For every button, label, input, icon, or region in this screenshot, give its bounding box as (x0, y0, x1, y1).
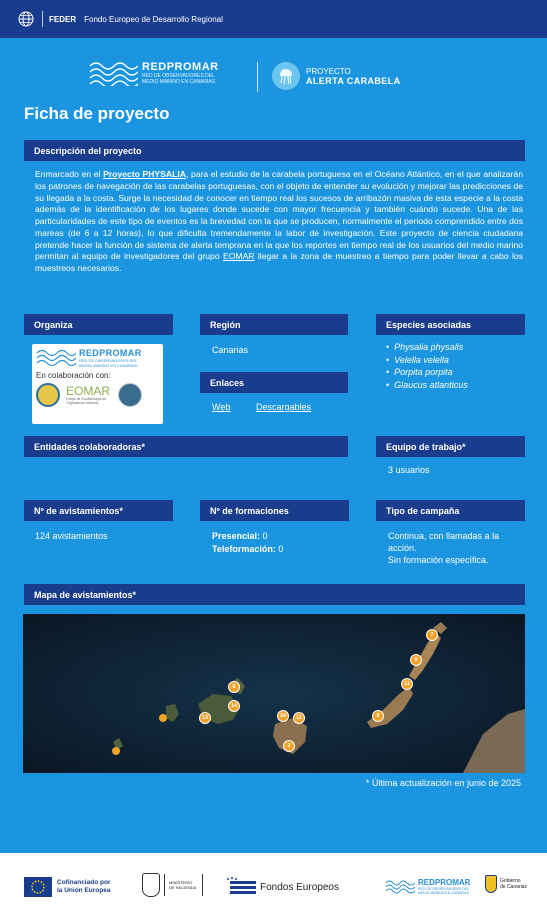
canarias-coat-of-arms-icon (485, 875, 497, 893)
canary-islands-map (23, 614, 525, 773)
feder-fund-name: Fondo Europeo de Desarrollo Regional (84, 14, 223, 24)
organiza-logo-sub-2: MEDIO MARINO EN CANARIAS (79, 362, 138, 368)
project-label: PROYECTO (306, 66, 351, 76)
gobierno-text-2: de Canarias (500, 884, 527, 890)
map-marker[interactable] (112, 747, 120, 755)
eomar-emblem-icon (118, 383, 142, 407)
campana-line-1: Continua, con llamadas a la (388, 531, 500, 541)
topbar-divider (42, 11, 43, 27)
campana-value (388, 530, 499, 566)
gobierno-text-1: Gobierno (500, 878, 521, 884)
header-divider (257, 62, 258, 92)
eomar-logo-sub-2: Organismos Marinos (66, 401, 99, 405)
footer-redpromar-name: REDPROMAR (418, 878, 471, 887)
eu-text-1: Cofinanciado por (57, 879, 111, 886)
map-marker[interactable]: 24 (277, 710, 289, 722)
globe-icon[interactable] (18, 11, 34, 27)
enlaces-header: Enlaces (200, 372, 348, 393)
entidades-header: Entidades colaboradoras* (24, 436, 348, 457)
description-part-2: , para el estudio de la carabela portuguesa en el Océano Atlántico, en el que analizarán los patrones de navegación de las carabelas portuguesas, con el objeto de entender su evolución y mejorar las predicciones de su llegada a la costa. Surge la necesidad de conocer en tiempo real los sucesos de arribazón masiva de esta especie a la costa además de la identificación de los lugares donde sucede con mayor frecuencia y también cuándo sucede. Una de las particularidades de este tipo de eventos es la brevedad con la que se producen, normalmente el periodo comprendido entre dos mareas (de 6 a 12 horas), lo que dificulta tremendamente la labor de investigación. Este proyecto de ciencia ciudadana pretende hacer la función de sistema de alerta temprana en la que los reportes en tiempo real de los usuarios del medio marino permitan al equipo de investigadores del grupo (35, 169, 523, 262)
campana-header: Tipo de campaña (376, 500, 525, 521)
eomar-logo-name: EOMAR (66, 384, 111, 398)
ministerio-divider (164, 874, 165, 896)
footer-redpromar-sub-1: RED DE OBSERVADORES DEL (418, 887, 470, 891)
organiza-logo-box[interactable] (32, 344, 163, 424)
waves-icon (385, 879, 415, 895)
ministerio-hacienda-logo (142, 873, 203, 897)
footer-redpromar-sub-2: MEDIO MARINO EN CANARIAS (418, 891, 470, 895)
map-marker[interactable]: 8 (372, 710, 384, 722)
ministerio-divider (202, 874, 203, 896)
alerta-carabela-logo[interactable] (272, 62, 401, 90)
map-marker[interactable]: 7 (426, 629, 438, 641)
ministerio-text-2: DE HACIENDA (169, 885, 197, 890)
map-marker[interactable]: 13 (199, 712, 211, 724)
page-title: Ficha de proyecto (24, 104, 170, 123)
footer-redpromar-logo (385, 879, 470, 895)
map-marker[interactable]: 11 (293, 712, 305, 724)
eomar-link[interactable]: EOMAR (223, 251, 255, 262)
sightings-map[interactable] (23, 614, 525, 773)
description-header: Descripción del proyecto (24, 140, 525, 161)
project-name: ALERTA CARABELA (306, 75, 401, 86)
eu-cofinanced-logo (24, 877, 110, 897)
avistamientos-header: Nº de avistamientos* (24, 500, 173, 521)
presencial-label: Presencial: (212, 531, 261, 541)
feder-label: FEDER (49, 14, 77, 24)
top-bar (0, 0, 547, 38)
organiza-header: Organiza (24, 314, 173, 335)
description-text (35, 169, 523, 275)
equipo-value: 3 usuarios (388, 465, 430, 475)
description-part-1: Enmarcado en el (35, 169, 104, 179)
organiza-logo-name: REDPROMAR (79, 347, 142, 358)
map-marker[interactable]: 11 (401, 678, 413, 690)
map-marker[interactable]: 6 (228, 681, 240, 693)
teleformacion-value: 0 (278, 544, 284, 554)
fondos-europeos-logo (226, 877, 339, 897)
map-marker[interactable]: 2 (283, 740, 295, 752)
description-part-3: llegar a la zona de muestreo a tiempo para poder llevar a cabo los muestreos necesarios. (35, 251, 523, 273)
especies-header: Especies asociadas (376, 314, 525, 335)
equipo-header: Equipo de trabajo* (376, 436, 525, 457)
fondos-europeos-icon (226, 877, 256, 897)
redpromar-subtitle-1: RED DE OBSERVADORES DEL (142, 72, 215, 79)
eu-text-2: la Unión Europea (57, 887, 111, 894)
physalia-link[interactable]: Proyecto PHYSALIA (103, 169, 186, 179)
presencial-line (212, 530, 268, 542)
organiza-logo-sub-1: RED DE OBSERVADORES DEL (79, 357, 138, 363)
spain-coat-of-arms-icon (142, 873, 160, 897)
descargables-link[interactable]: Descargables (256, 402, 312, 412)
collab-label: En colaboración con: (36, 371, 111, 380)
ministerio-text-1: MINISTERIO (169, 880, 193, 885)
region-value: Canarias (212, 345, 249, 355)
header-logos (0, 38, 547, 100)
last-updated-note: * Última actualización en junio de 2025 (365, 778, 521, 788)
fondos-europeos-text: Fondos Europeos (260, 881, 339, 893)
waves-icon (88, 60, 138, 86)
redpromar-logo[interactable] (88, 60, 219, 86)
footer-logos (0, 853, 547, 907)
map-marker[interactable]: 9 (410, 654, 422, 666)
avistamientos-value: 124 avistamientos (35, 531, 108, 541)
presencial-value: 0 (262, 531, 268, 541)
eomar-logo-sub-1: Grupo de Ecofisiología de (66, 397, 107, 401)
campana-line-3: Sin formación específica. (388, 555, 489, 565)
list-item: • Glaucus atlanticus (386, 379, 468, 392)
list-item: • Physalia physalis (386, 341, 468, 354)
redpromar-subtitle-2: MEDIO MARINO EN CANARIAS (142, 78, 216, 85)
web-link[interactable]: Web (212, 402, 231, 412)
teleformacion-line (212, 543, 283, 555)
list-item: • Velella velella (386, 354, 468, 367)
teleformacion-label: Teleformación: (212, 544, 276, 554)
jellyfish-icon (272, 62, 300, 90)
species-list (386, 341, 468, 391)
map-marker[interactable]: 14 (228, 700, 240, 712)
region-header: Región (200, 314, 348, 335)
eu-flag-icon (24, 877, 52, 897)
list-item: • Porpita porpita (386, 366, 468, 379)
mapa-header: Mapa de avistamientos* (24, 584, 525, 605)
formaciones-header: Nº de formaciones (200, 500, 349, 521)
redpromar-name: REDPROMAR (142, 60, 219, 73)
university-seal-icon (36, 383, 60, 407)
campana-line-2: acción. (388, 543, 417, 553)
map-marker[interactable] (159, 714, 167, 722)
gobierno-canarias-logo (485, 875, 527, 893)
waves-icon (36, 348, 76, 368)
